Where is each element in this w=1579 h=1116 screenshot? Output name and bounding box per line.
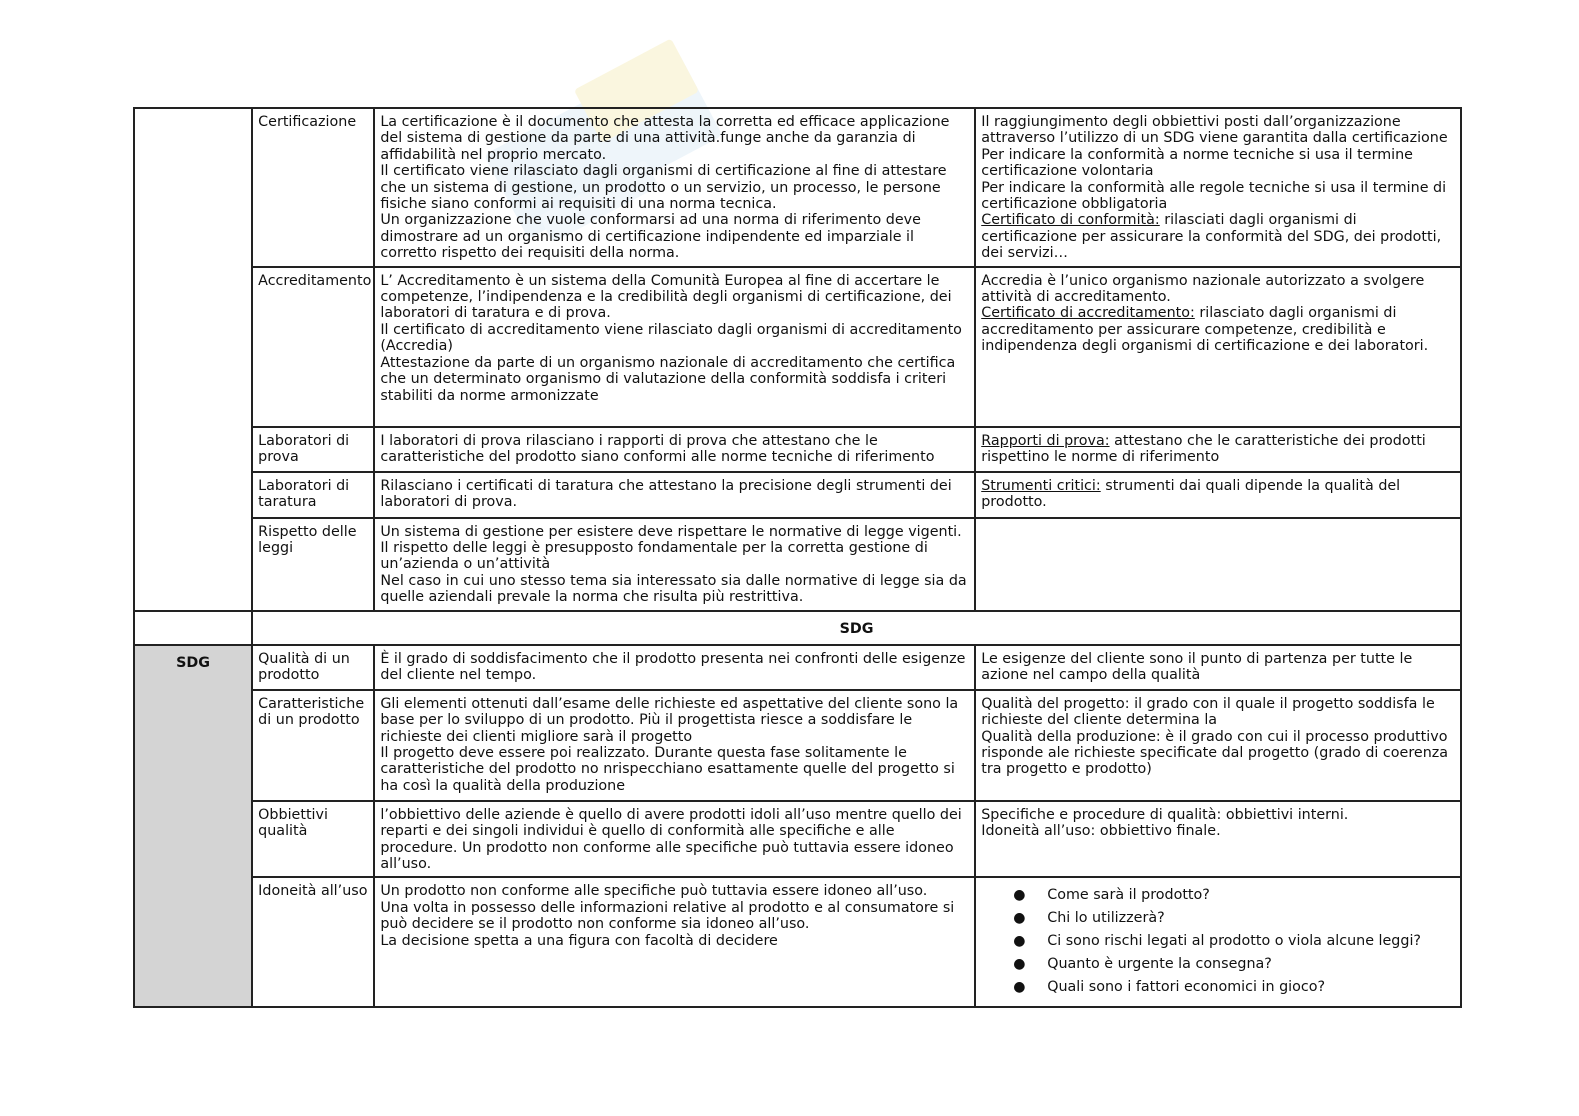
notes-cell: Il raggiungimento degli obbiettivi posti dall’organizzazione attraverso l’utilizzo di un SDG viene garantita dalla certificazione Per indicare la conformità a norme tecniche si usa il termine certificazione volontaria Per indicare la conformità alle regole tecniche si usa il termine di certificazione obbligatoria Certificato di conformità: rilasciati dagli organismi di certificazione per assicurare la conformità del SDG, dei prodotti, dei servizi… xyxy=(975,108,1461,267)
bullet-icon: ● xyxy=(1013,979,1026,996)
notes-cell: Specifiche e procedure di qualità: obbiettivi interni. Idoneità all’uso: obbiettivo finale. xyxy=(975,801,1461,878)
list-item: ● Quali sono i fattori economici in gioco? xyxy=(1013,979,1326,996)
table-row xyxy=(134,877,1461,1007)
term-cell: Obbiettivi qualità xyxy=(252,801,374,878)
description-cell: I laboratori di prova rilasciano i rapporti di prova che attestano che le caratteristiche del prodotto siano conformi alle norme tecniche di riferimento xyxy=(374,427,975,472)
section-header-spacer xyxy=(134,611,252,645)
term-cell: Rispetto delle leggi xyxy=(252,518,374,611)
table-row xyxy=(134,690,1461,801)
section-header: SDG xyxy=(252,611,1461,645)
term-cell: Laboratori di prova xyxy=(252,427,374,472)
section-label: SDG xyxy=(134,645,252,1008)
bullet-icon: ● xyxy=(1013,933,1026,950)
content-table xyxy=(133,107,1462,1008)
table-row xyxy=(134,108,1461,267)
bullet-icon: ● xyxy=(1013,956,1026,973)
term-cell: Laboratori di taratura xyxy=(252,472,374,518)
term-cell: Accreditamento xyxy=(252,267,374,427)
table-row xyxy=(134,472,1461,518)
note-lead: Rapporti di prova: xyxy=(981,432,1110,449)
notes-cell xyxy=(975,518,1461,611)
section-header-row xyxy=(134,611,1461,645)
notes-cell: Accredia è l’unico organismo nazionale autorizzato a svolgere attività di accreditamento. Certificato di accreditamento: rilasciato dagli organismi di accreditamento per assicurare competenze, credibilità e indipendenza degli organismi di certificazione e dei laboratori. xyxy=(975,267,1461,427)
description-cell: Gli elementi ottenuti dall’esame delle richieste ed aspettative del cliente sono la base per lo sviluppo di un prodotto. Più il progettista riesce a soddisfare le richieste dei clienti migliore sarà il progetto Il progetto deve essere poi realizzato. Durante questa fase solitamente le caratteristiche del prodotto no nrispecchiano esattamente quelle del progetto si ha così la qualità della produzione xyxy=(374,690,975,801)
notes-cell: Le esigenze del cliente sono il punto di partenza per tutte le azione nel campo della qualità xyxy=(975,645,1461,690)
description-cell: La certificazione è il documento che attesta la corretta ed efficace applicazione del sistema di gestione da parte di una attività.funge anche da garanzia di affidabilità nel proprio mercato. Il certificato viene rilasciato dagli organismi di certificazione al fine di attestare che un sistema di gestione, un prodotto o un servizio, un processo, le persone fisiche siano conformi ai requisiti di una norma tecnica. Un organizzazione che vuole conformarsi ad una norma di riferimento deve dimostrare ad un organismo di certificazione indipendente ed imparziale il corretto rispetto dei requisiti della norma. xyxy=(374,108,975,267)
table-row xyxy=(134,518,1461,611)
notes-cell: Strumenti critici: strumenti dai quali dipende la qualità del prodotto. xyxy=(975,472,1461,518)
note-lead: Certificato di conformità: xyxy=(981,212,1160,229)
bullet-icon: ● xyxy=(1013,887,1026,904)
list-item: ● Come sarà il prodotto? xyxy=(1013,887,1210,904)
table-row xyxy=(134,267,1461,427)
list-item: ● Ci sono rischi legati al prodotto o viola alcune leggi? xyxy=(1013,933,1422,950)
bullet-icon: ● xyxy=(1013,910,1026,927)
term-cell: Qualità di un prodotto xyxy=(252,645,374,690)
term-cell: Caratteristiche di un prodotto xyxy=(252,690,374,801)
description-cell: l’obbiettivo delle aziende è quello di avere prodotti idoli all’uso mentre quello dei reparti e dei singoli individui è quello di conformità alle specifiche e alle procedure. Un prodotto non conforme alle specifiche può tuttavia essere idoneo all’uso. xyxy=(374,801,975,878)
table-row xyxy=(134,801,1461,878)
list-item: ● Quanto è urgente la consegna? xyxy=(1013,956,1272,973)
term-cell: Idoneità all’uso xyxy=(252,877,374,1007)
section-cell xyxy=(134,108,252,611)
table-row xyxy=(134,645,1461,690)
description-cell: Un sistema di gestione per esistere deve rispettare le normative di legge vigenti. Il rispetto delle leggi è presupposto fondamentale per la corretta gestione di un’azienda o un’attività Nel caso in cui uno stesso tema sia interessato sia dalle normative di legge sia da quelle aziendali prevale la norma che risulta più restrittiva. xyxy=(374,518,975,611)
description-cell: Un prodotto non conforme alle specifiche può tuttavia essere idoneo all’uso. Una volta in possesso delle informazioni relative al prodotto e al consumatore si può decidere se il prodotto non conforme sia idoneo all’uso. La decisione spetta a una figura con facoltà di decidere xyxy=(374,877,975,1007)
table-row xyxy=(134,427,1461,472)
description-cell: L’ Accreditamento è un sistema della Comunità Europea al fine di accertare le competenze, l’indipendenza e la credibilità degli organismi di certificazione, dei laboratori di taratura e di prova. Il certificato di accreditamento viene rilasciato dagli organismi di accreditamento (Accredia) Attestazione da parte di un organismo nazionale di accreditamento che certifica che un determinato organismo di valutazione della conformità soddisfa i criteri stabiliti da norme armonizzate xyxy=(374,267,975,427)
notes-cell: Rapporti di prova: attestano che le caratteristiche dei prodotti rispettino le norme di riferimento xyxy=(975,427,1461,472)
term-cell: Certificazione xyxy=(252,108,374,267)
list-item: ● Chi lo utilizzerà? xyxy=(1013,910,1165,927)
note-lead: Strumenti critici: xyxy=(981,477,1101,494)
description-cell: È il grado di soddisfacimento che il prodotto presenta nei confronti delle esigenze del cliente nel tempo. xyxy=(374,645,975,690)
question-list xyxy=(981,887,1455,996)
note-lead: Certificato di accreditamento: xyxy=(981,305,1195,322)
description-cell: Rilasciano i certificati di taratura che attestano la precisione degli strumenti dei laboratori di prova. xyxy=(374,472,975,518)
notes-cell: Qualità del progetto: il grado con il quale il progetto soddisfa le richieste del cliente determina la Qualità della produzione: è il grado con cui il processo produttivo risponde ale richieste specificate dal progetto (grado di coerenza tra progetto e prodotto) xyxy=(975,690,1461,801)
notes-cell xyxy=(975,877,1461,1007)
